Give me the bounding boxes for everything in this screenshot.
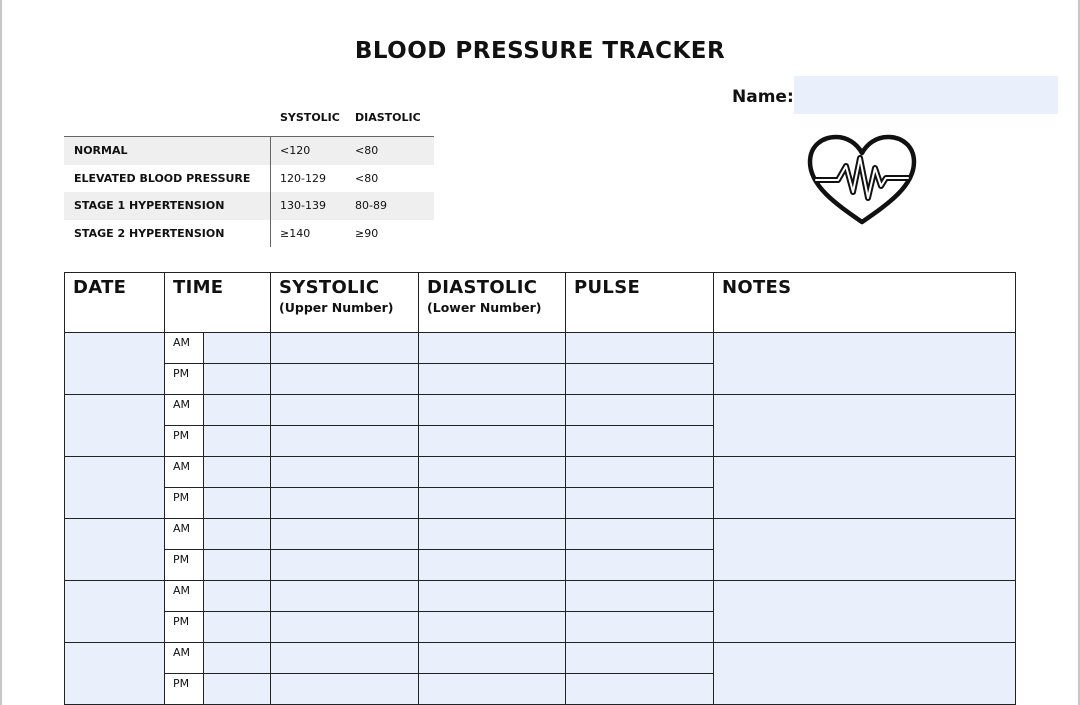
pulse-cell[interactable] [566, 581, 714, 612]
reference-row [64, 220, 434, 248]
time-cell[interactable] [204, 612, 271, 643]
am-label: AM [165, 519, 204, 550]
reference-systolic: 120-129 [280, 171, 326, 185]
log-row-am [65, 333, 1016, 364]
diastolic-cell[interactable] [419, 333, 566, 364]
date-cell[interactable] [65, 643, 165, 705]
time-cell[interactable] [204, 457, 271, 488]
pm-label: PM [165, 364, 204, 395]
systolic-cell[interactable] [271, 457, 419, 488]
diastolic-cell[interactable] [419, 550, 566, 581]
systolic-cell[interactable] [271, 643, 419, 674]
pulse-cell[interactable] [566, 426, 714, 457]
notes-cell[interactable] [714, 333, 1016, 395]
reference-header [64, 105, 434, 137]
reference-diastolic: 80-89 [355, 199, 387, 212]
reference-row [64, 192, 434, 220]
header-pulse: PULSE [566, 273, 714, 333]
pm-label: PM [165, 674, 204, 705]
systolic-cell[interactable] [271, 364, 419, 395]
time-cell[interactable] [204, 488, 271, 519]
pm-label: PM [165, 426, 204, 457]
systolic-cell[interactable] [271, 488, 419, 519]
header-date: DATE [65, 273, 165, 333]
systolic-cell[interactable] [271, 395, 419, 426]
am-label: AM [165, 643, 204, 674]
log-row-am [65, 519, 1016, 550]
pm-label: PM [165, 550, 204, 581]
pulse-cell[interactable] [566, 519, 714, 550]
reference-diastolic: <80 [355, 144, 379, 157]
diastolic-cell[interactable] [419, 612, 566, 643]
reference-diastolic: <80 [355, 171, 379, 185]
log-row-am [65, 457, 1016, 488]
bp-reference-table [64, 105, 434, 247]
diastolic-cell[interactable] [419, 426, 566, 457]
notes-cell[interactable] [714, 395, 1016, 457]
reference-header-diastolic: DIASTOLIC [355, 111, 421, 124]
diastolic-cell[interactable] [419, 674, 566, 705]
reference-category: NORMAL [74, 144, 128, 157]
reference-category: STAGE 2 HYPERTENSION [74, 226, 225, 240]
header-systolic: SYSTOLIC (Upper Number) [271, 273, 419, 333]
am-label: AM [165, 333, 204, 364]
bp-log-table [64, 272, 1016, 705]
name-input[interactable] [794, 76, 1058, 114]
systolic-cell[interactable] [271, 519, 419, 550]
notes-cell[interactable] [714, 643, 1016, 705]
reference-column-divider [270, 137, 271, 247]
pm-label: PM [165, 488, 204, 519]
systolic-cell[interactable] [271, 550, 419, 581]
pulse-cell[interactable] [566, 333, 714, 364]
name-label: Name: [732, 87, 794, 107]
pm-label: PM [165, 612, 204, 643]
pulse-cell[interactable] [566, 488, 714, 519]
reference-category: ELEVATED BLOOD PRESSURE [74, 171, 251, 185]
header-time: TIME [165, 273, 271, 333]
notes-cell[interactable] [714, 519, 1016, 581]
diastolic-cell[interactable] [419, 364, 566, 395]
pulse-cell[interactable] [566, 395, 714, 426]
time-cell[interactable] [204, 395, 271, 426]
reference-systolic: ≥140 [280, 226, 311, 240]
pulse-cell[interactable] [566, 457, 714, 488]
page-title: BLOOD PRESSURE TRACKER [354, 38, 726, 64]
diastolic-cell[interactable] [419, 457, 566, 488]
notes-cell[interactable] [714, 457, 1016, 519]
time-cell[interactable] [204, 364, 271, 395]
diastolic-cell[interactable] [419, 519, 566, 550]
time-cell[interactable] [204, 519, 271, 550]
systolic-cell[interactable] [271, 612, 419, 643]
time-cell[interactable] [204, 550, 271, 581]
diastolic-cell[interactable] [419, 488, 566, 519]
systolic-cell[interactable] [271, 333, 419, 364]
reference-systolic: 130-139 [280, 199, 326, 212]
page-edge-left [0, 0, 2, 705]
date-cell[interactable] [65, 395, 165, 457]
systolic-cell[interactable] [271, 581, 419, 612]
am-label: AM [165, 457, 204, 488]
am-label: AM [165, 581, 204, 612]
reference-row [64, 165, 434, 193]
pulse-cell[interactable] [566, 550, 714, 581]
date-cell[interactable] [65, 457, 165, 519]
log-header-row [65, 273, 1016, 333]
notes-cell[interactable] [714, 581, 1016, 643]
date-cell[interactable] [65, 519, 165, 581]
time-cell[interactable] [204, 674, 271, 705]
reference-header-systolic: SYSTOLIC [280, 111, 340, 124]
reference-divider [64, 136, 434, 137]
diastolic-cell[interactable] [419, 395, 566, 426]
reference-row [64, 137, 434, 165]
heart-pulse-icon [806, 134, 918, 228]
diastolic-cell[interactable] [419, 581, 566, 612]
systolic-cell[interactable] [271, 674, 419, 705]
header-notes: NOTES [714, 273, 1016, 333]
reference-category: STAGE 1 HYPERTENSION [74, 199, 225, 212]
log-row-am [65, 395, 1016, 426]
log-row-am [65, 643, 1016, 674]
reference-diastolic: ≥90 [355, 226, 379, 240]
pulse-cell[interactable] [566, 674, 714, 705]
diastolic-cell[interactable] [419, 643, 566, 674]
pulse-cell[interactable] [566, 364, 714, 395]
pulse-cell[interactable] [566, 612, 714, 643]
systolic-cell[interactable] [271, 426, 419, 457]
date-cell[interactable] [65, 333, 165, 395]
time-cell[interactable] [204, 643, 271, 674]
time-cell[interactable] [204, 426, 271, 457]
header-diastolic: DIASTOLIC (Lower Number) [419, 273, 566, 333]
time-cell[interactable] [204, 581, 271, 612]
date-cell[interactable] [65, 581, 165, 643]
pulse-cell[interactable] [566, 643, 714, 674]
time-cell[interactable] [204, 333, 271, 364]
reference-systolic: <120 [280, 144, 311, 157]
log-row-am [65, 581, 1016, 612]
am-label: AM [165, 395, 204, 426]
